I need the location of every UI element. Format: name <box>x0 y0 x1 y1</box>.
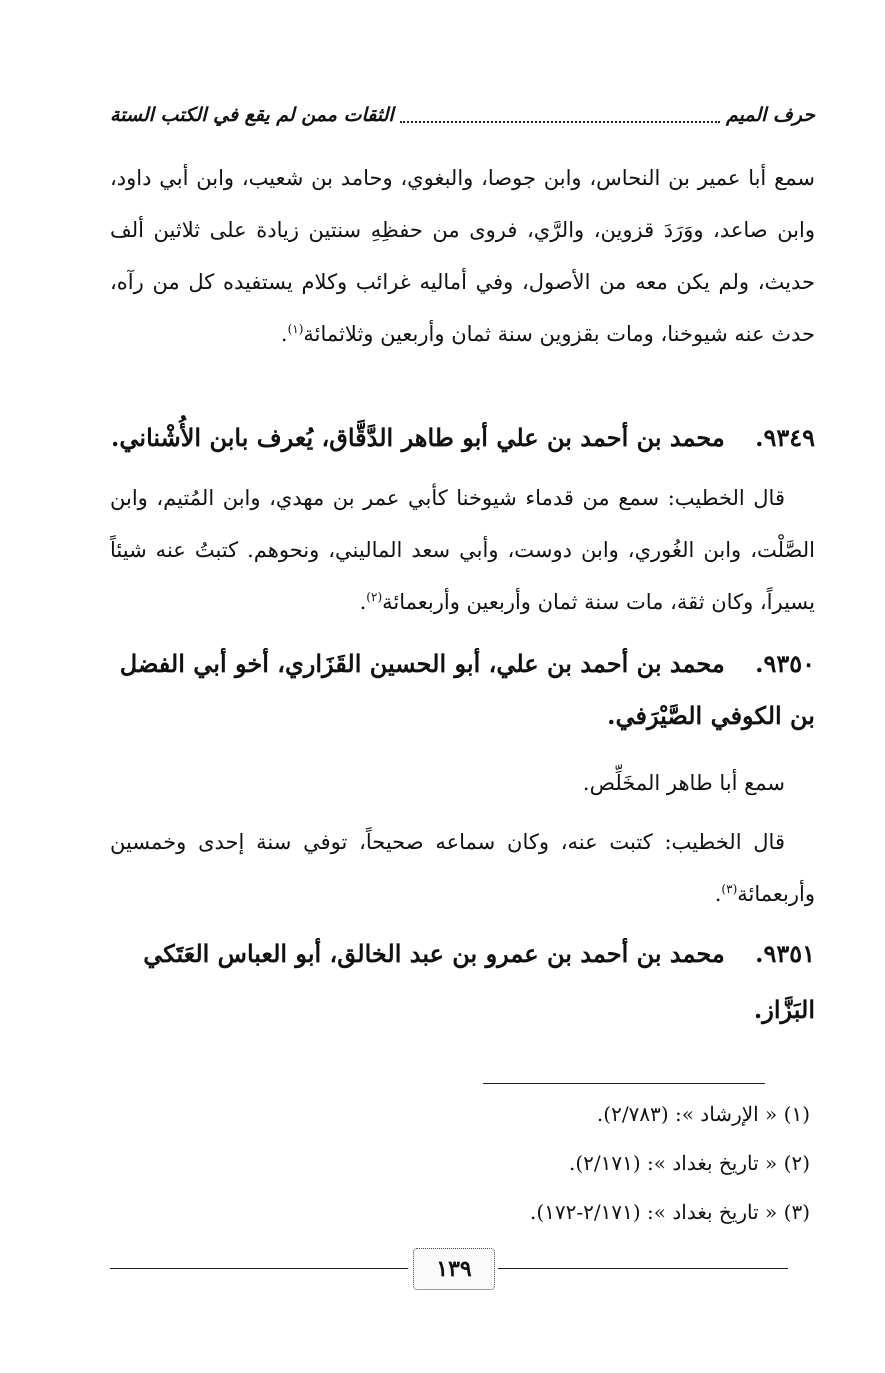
paragraph-1: سمع أبا عمير بن النحاس، وابن جوصا، والبغوي، وحامد بن شعيب، وابن أبي داود، وابن صاعد، ووَرَدَ قزوين، والرَّي، فروى من حفظِهِ سنتين زيادة على ثلاثين ألف حديث، ولم يكن معه من الأصول، وفي أماليه غرائب وكلام يستفيده كل من رآه، حدث عنه شيوخنا، ومات بقزوين سنة ثمان وأربعين وثلاثمائة$^{(١)}$. <box>110 166 815 346</box>
paragraph-3-text: سمع أبا طاهر المخَلِّص. <box>582 771 785 795</box>
paragraph-4: قال الخطيب: كتبت عنه، وكان سماعه صحيحاً، توفي سنة إحدى وخمسين وأربعمائة$^{(٣)}$. <box>110 830 815 906</box>
header-chapter: حرف الميم <box>726 104 815 126</box>
paragraph-4-text: قال الخطيب: كتبت عنه، وكان سماعه صحيحاً، توفي سنة إحدى وخمسين وأربعمائة <box>110 830 815 906</box>
entry-number: ٩٣٥٠. <box>755 649 815 678</box>
footnote-2: (٢) « تاريخ بغداد »: (٢/١٧١). <box>568 1151 810 1175</box>
footnote-ref-1: (١) <box>287 322 304 336</box>
paragraph-2: قال الخطيب: سمع من قدماء شيوخنا كأبي عمر بن مهدي، وابن المُتيم، وابن الصَّلْت، وابن الغُوري، وابن دوست، وأبي سعد الماليني، ونحوهم. كتبتُ عنه شيئاً يسيراً، وكان ثقة، مات سنة ثمان وأربعين وأربعمائة$^{(٢)}$. <box>110 486 815 614</box>
header-book-title: الثقات ممن لم يقع في الكتب الستة <box>110 104 394 126</box>
footnote-ref-3: (٣) <box>721 882 738 896</box>
entry-title: محمد بن أحمد بن علي، أبو الحسين القَزَاري، أخو أبي الفضل بن الكوفي الصَّيْرَفي. <box>119 649 815 730</box>
header-dots <box>400 107 720 123</box>
entry-number: ٩٣٥١. <box>755 939 815 968</box>
entry-9351 <box>110 926 815 1038</box>
entry-number: ٩٣٤٩. <box>755 423 815 452</box>
bottom-rule-right <box>498 1268 788 1269</box>
footnote-3: (٣) « تاريخ بغداد »: (٢/١٧١-١٧٢). <box>529 1200 810 1224</box>
paragraph-1-text: سمع أبا عمير بن النحاس، وابن جوصا، والبغوي، وحامد بن شعيب، وابن أبي داود، وابن صاعد، ووَرَدَ قزوين، والرَّي، فروى من حفظِهِ سنتين زيادة على ثلاثين ألف حديث، ولم يكن معه من الأصول، وفي أماليه غرائب وكلام يستفيده كل من رآه، حدث عنه شيوخنا، ومات بقزوين سنة ثمان وأربعين وثلاثمائة <box>110 166 815 346</box>
entry-9350 <box>110 638 815 742</box>
paragraph-3 <box>110 757 815 809</box>
bottom-rule-left <box>110 1268 408 1269</box>
entry-9349 <box>110 410 815 466</box>
paragraph-2-text: قال الخطيب: سمع من قدماء شيوخنا كأبي عمر بن مهدي، وابن المُتيم، وابن الصَّلْت، وابن الغُوري، وابن دوست، وأبي سعد الماليني، ونحوهم. كتبتُ عنه شيئاً يسيراً، وكان ثقة، مات سنة ثمان وأربعين وأربعمائة <box>110 486 815 614</box>
running-header <box>110 98 815 132</box>
entry-title: محمد بن أحمد بن عمرو بن عبد الخالق، أبو العباس العَتَكي البَزَّاز. <box>143 939 815 1024</box>
footnote-1: (١) « الإرشاد »: (٢/٧٨٣). <box>596 1102 810 1126</box>
footnote-separator <box>483 1083 765 1084</box>
footnote-ref-2: (٢) <box>366 590 383 604</box>
entry-title: محمد بن أحمد بن علي أبو طاهر الدَّقَّاق، يُعرف بابن الأُشْناني. <box>111 423 725 452</box>
page-number: ١٣٩ <box>413 1248 495 1290</box>
